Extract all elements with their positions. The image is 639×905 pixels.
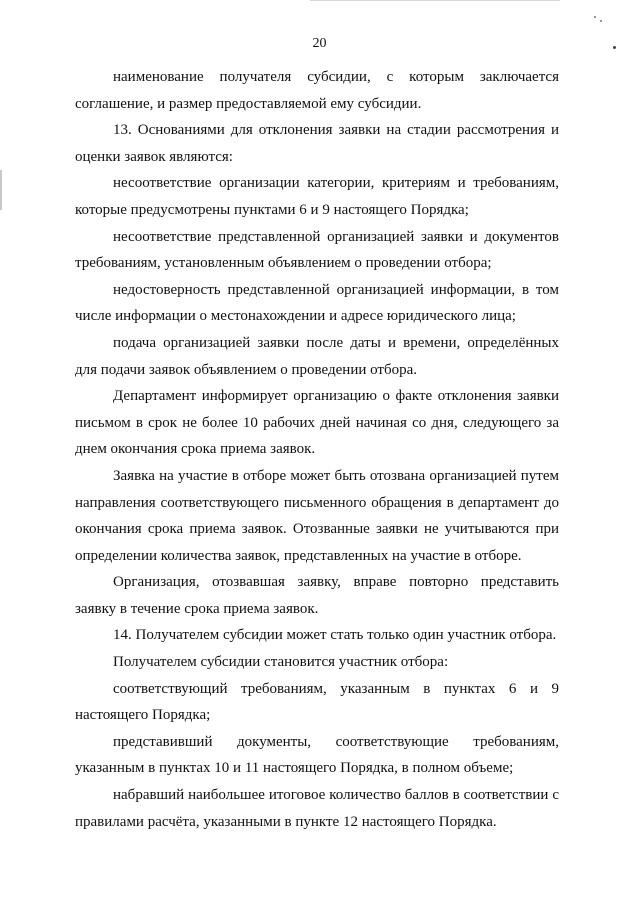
paragraph: наименование получателя субсидии, с которым заключается соглашение, и размер предоставляемой ему субсидии. [75,69,559,112]
paragraph: Заявка на участие в отборе может быть отозвана организацией путем направления соответствующего письменного обращения в департамент до окончания срока приема заявок. Отозванные заявки не учитываются при определении количества заявок, представленных на участие в отборе. [75,467,559,564]
paragraph: 13. Основаниями для отклонения заявки на стадии рассмотрения и оценки заявок являются: [75,122,559,165]
page-number: 20 [312,36,327,51]
paragraph: набравший наибольшее итоговое количество баллов в соответствии с правилами расчёта, указанными в пункте 12 настоящего Порядка. [75,787,559,830]
scan-artifact-dot [594,16,596,18]
paragraph: соответствующий требованиям, указанным в пунктах 6 и 9 настоящего Порядка; [75,680,559,724]
paragraph: Организация, отозвавшая заявку, вправе повторно представить заявку в течение срока приема заявок. [75,574,559,617]
paragraph: несоответствие организации категории, критериям и требованиям, которые предусмотрены пунктами 6 и 9 настоящего Порядка; [75,175,559,218]
scan-artifact-line [310,0,560,1]
paragraph: Департамент информирует организацию о факте отклонения заявки письмом в срок не более 10 рабочих дней начиная со дня, следующего за днем окончания срока приема заявок. [75,388,559,458]
paragraph: 14. Получателем субсидии может стать только один участник отбора. [113,627,557,644]
paragraph: представивший документы, соответствующие требованиям, указанным в пунктах 10 и 11 настоящего Порядка, в полном объеме; [75,733,559,777]
paragraph: подача организацией заявки после даты и времени, определённых для подачи заявок объявлением о проведении отбора. [75,334,559,378]
paragraph: Получателем субсидии становится участник отбора: [113,654,449,671]
document-body [75,64,559,835]
scan-artifact-dot [600,20,602,22]
scan-artifact-edge [0,170,2,210]
paragraph: недостоверность представленной организацией информации, в том числе информации о местонахождении и адресе юридического лица; [75,281,559,325]
paragraph: несоответствие представленной организацией заявки и документов требованиям, установленным объявлением о проведении отбора; [75,228,559,272]
